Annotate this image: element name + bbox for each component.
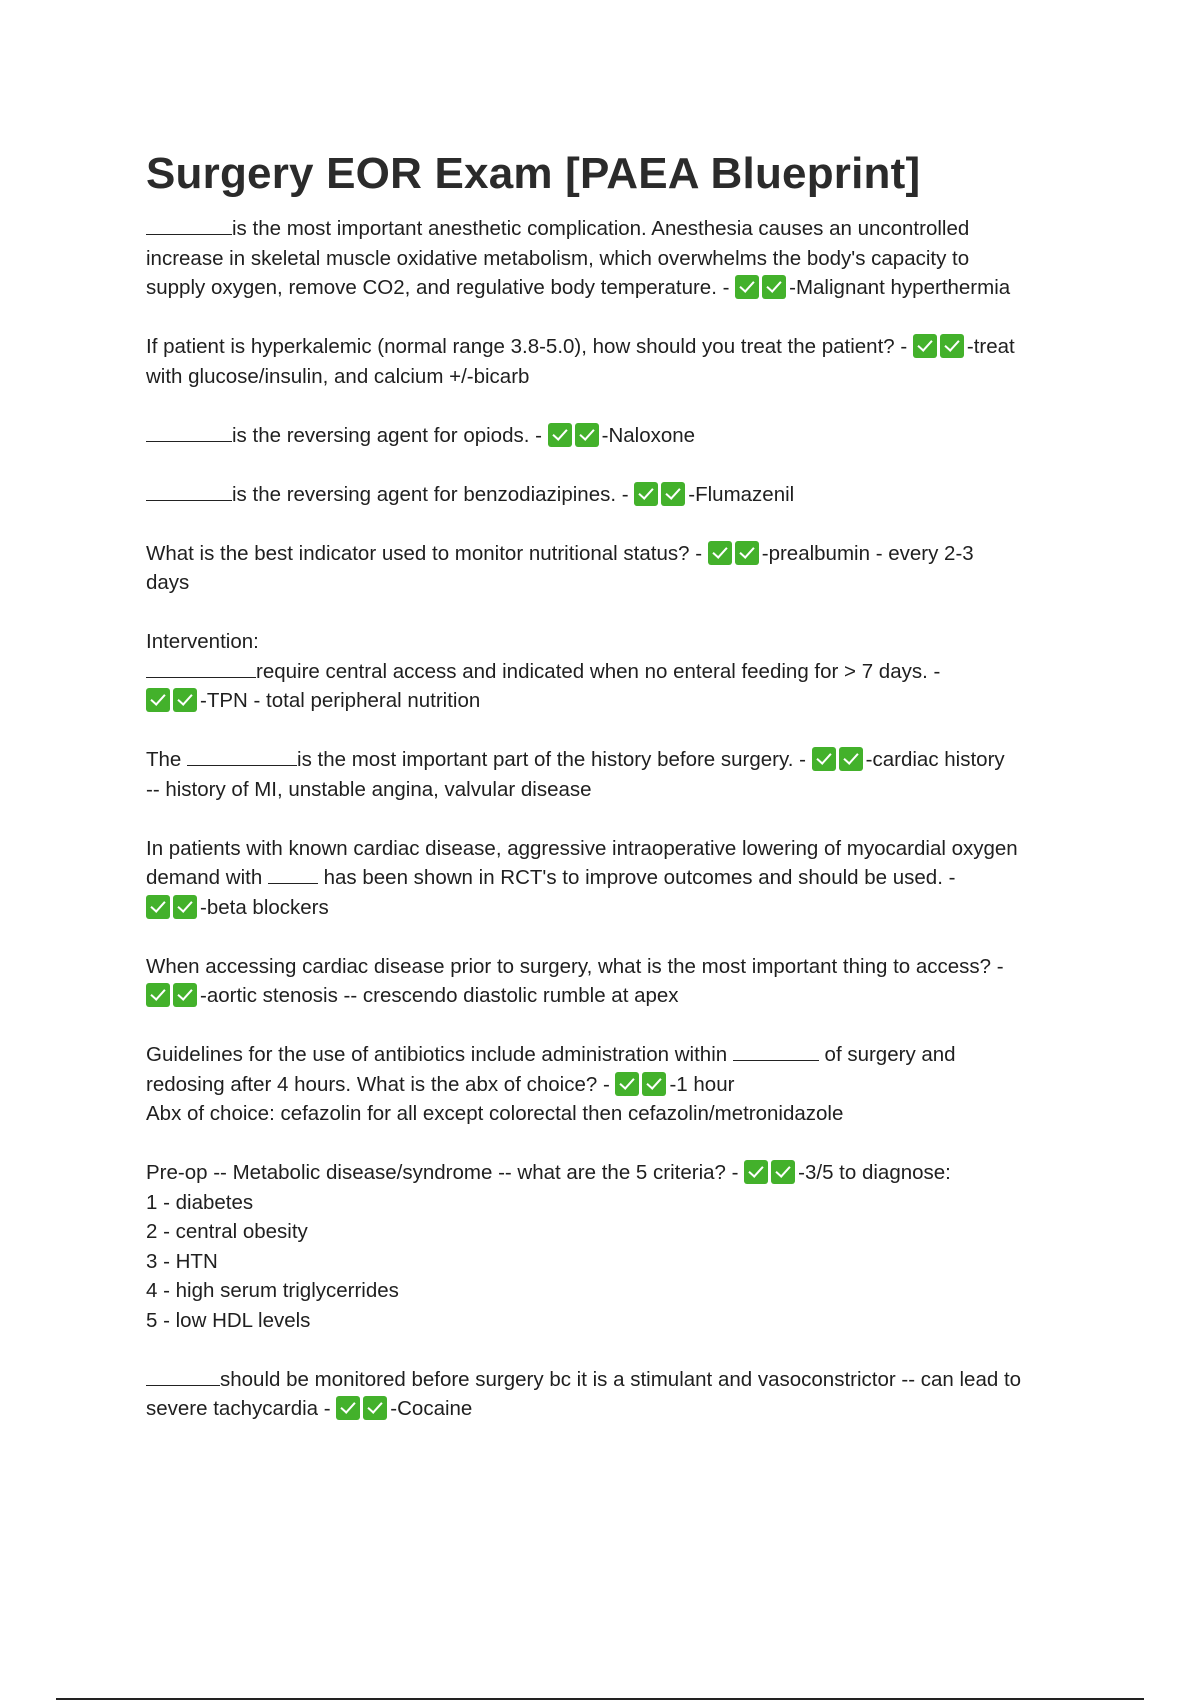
question-text: What is the best indicator used to monitor nutritional status? - [146, 541, 708, 565]
green-checkmark-icon [173, 688, 197, 712]
question-text: When accessing cardiac disease prior to surgery, what is the most important thing to access? - [146, 954, 1004, 978]
green-checkmark-icon [762, 275, 786, 299]
flashcard-3 [146, 421, 1101, 451]
question-text: has been shown in RCT's to improve outcomes and should be used. - [317, 866, 956, 889]
answer-text: -TPN - total peripheral nutrition [200, 689, 481, 712]
blank-line [146, 215, 232, 235]
flashcard-4 [146, 480, 1101, 510]
question-text: is the most important part of the history before surgery. - [297, 748, 812, 771]
question-text: is the reversing agent for benzodiazipines. - [232, 482, 635, 506]
green-checkmark-icon [771, 1160, 795, 1184]
answer-text: -- history of MI, unstable angina, valvular disease [146, 777, 592, 801]
flashcard-5 [146, 539, 1101, 598]
question-text: Intervention: [146, 630, 259, 653]
answer-text: -1 hour [669, 1072, 735, 1096]
green-checkmark-icon [146, 895, 170, 919]
question-text: If patient is hyperkalemic (normal range 3.8-5.0), how should you treat the patient? - [146, 335, 913, 358]
blank-line [146, 658, 256, 678]
answer-marker [735, 273, 789, 303]
blank-line [146, 422, 232, 442]
answer-text: -prealbumin - every 2-3 [761, 541, 974, 565]
green-checkmark-icon [173, 895, 197, 919]
green-checkmark-icon [173, 983, 197, 1007]
answer-text: with glucose/insulin, and calcium +/-bicarb [146, 364, 530, 388]
answer-marker [615, 1070, 669, 1100]
answer-text: Abx of choice: cefazolin for all except colorectal then cefazolin/metronidazole [146, 1102, 844, 1125]
question-text: supply oxygen, remove CO2, and regulative body temperature. - [146, 276, 736, 299]
question-text: demand with [146, 866, 268, 889]
list-item: 5 - low HDL levels [146, 1308, 311, 1332]
question-text: should be monitored before surgery bc it is a stimulant and vasoconstrictor -- can lead to [220, 1367, 1022, 1391]
list-item: 1 - diabetes [146, 1190, 254, 1214]
document-page [146, 148, 1101, 1453]
answer-marker [146, 686, 200, 716]
answer-text: -Malignant hyperthermia [789, 276, 1011, 299]
list-item: 3 - HTN [146, 1249, 218, 1273]
question-text: Pre-op -- Metabolic disease/syndrome -- what are the 5 criteria? - [146, 1161, 745, 1184]
green-checkmark-icon [336, 1396, 360, 1420]
answer-text: days [146, 571, 190, 594]
question-text: require central access and indicated when no enteral feeding for > 7 days. - [256, 659, 941, 683]
blank-line [146, 1366, 220, 1386]
question-text: increase in skeletal muscle oxidative metabolism, which overwhelms the body's capacity to [146, 246, 970, 270]
green-checkmark-icon [146, 688, 170, 712]
answer-text: -Cocaine [390, 1397, 473, 1420]
flashcard-12 [146, 1365, 1101, 1424]
flashcard-11 [146, 1158, 1101, 1335]
answer-marker [146, 981, 200, 1011]
answer-text: -cardiac history [865, 748, 1005, 771]
answer-marker [812, 745, 866, 775]
answer-marker [146, 893, 200, 923]
answer-text: -aortic stenosis -- crescendo diastolic rumble at apex [200, 984, 679, 1007]
flashcard-9 [146, 952, 1101, 1011]
answer-text: -Flumazenil [688, 482, 795, 506]
answer-marker [634, 480, 688, 510]
flashcard-2 [146, 332, 1101, 391]
flashcard-6 [146, 627, 1101, 716]
question-text: redosing after 4 hours. What is the abx of choice? - [146, 1072, 616, 1096]
list-item: 2 - central obesity [146, 1220, 308, 1243]
question-text: of surgery and [818, 1043, 956, 1066]
blank-line [146, 481, 232, 501]
green-checkmark-icon [575, 423, 599, 447]
green-checkmark-icon [913, 334, 937, 358]
flashcard-10 [146, 1040, 1101, 1129]
green-checkmark-icon [839, 747, 863, 771]
green-checkmark-icon [812, 747, 836, 771]
page-bottom-rule [56, 1698, 1144, 1700]
green-checkmark-icon [548, 423, 572, 447]
green-checkmark-icon [363, 1396, 387, 1420]
blank-line [268, 864, 318, 884]
answer-marker [708, 539, 762, 569]
green-checkmark-icon [940, 334, 964, 358]
green-checkmark-icon [634, 482, 658, 506]
question-text: In patients with known cardiac disease, aggressive intraoperative lowering of myocardial oxygen [146, 836, 1018, 860]
answer-marker [744, 1158, 798, 1188]
page-title: Surgery EOR Exam [PAEA Blueprint] [146, 149, 921, 198]
green-checkmark-icon [708, 541, 732, 565]
blank-line [733, 1041, 819, 1061]
green-checkmark-icon [615, 1072, 639, 1096]
question-text: The [146, 748, 188, 771]
answer-marker [336, 1394, 390, 1424]
blank-line [187, 746, 297, 766]
green-checkmark-icon [735, 541, 759, 565]
question-text: is the most important anesthetic complication. Anesthesia causes an uncontrolled [232, 217, 970, 240]
green-checkmark-icon [735, 275, 759, 299]
flashcard-8 [146, 834, 1101, 923]
question-text: is the reversing agent for opiods. - [232, 423, 548, 447]
answer-text: -treat [966, 335, 1015, 358]
green-checkmark-icon [146, 983, 170, 1007]
answer-marker [548, 421, 602, 451]
answer-marker [913, 332, 967, 362]
answer-text: -3/5 to diagnose: [798, 1161, 951, 1184]
green-checkmark-icon [744, 1160, 768, 1184]
green-checkmark-icon [642, 1072, 666, 1096]
flashcard-7 [146, 745, 1101, 804]
answer-text: -Naloxone [601, 423, 696, 447]
question-text: Guidelines for the use of antibiotics include administration within [146, 1043, 733, 1066]
list-item: 4 - high serum triglycerrides [146, 1279, 399, 1302]
question-text: severe tachycardia - [146, 1397, 337, 1420]
flashcard-1 [146, 214, 1101, 303]
green-checkmark-icon [661, 482, 685, 506]
answer-text: -beta blockers [200, 895, 329, 919]
